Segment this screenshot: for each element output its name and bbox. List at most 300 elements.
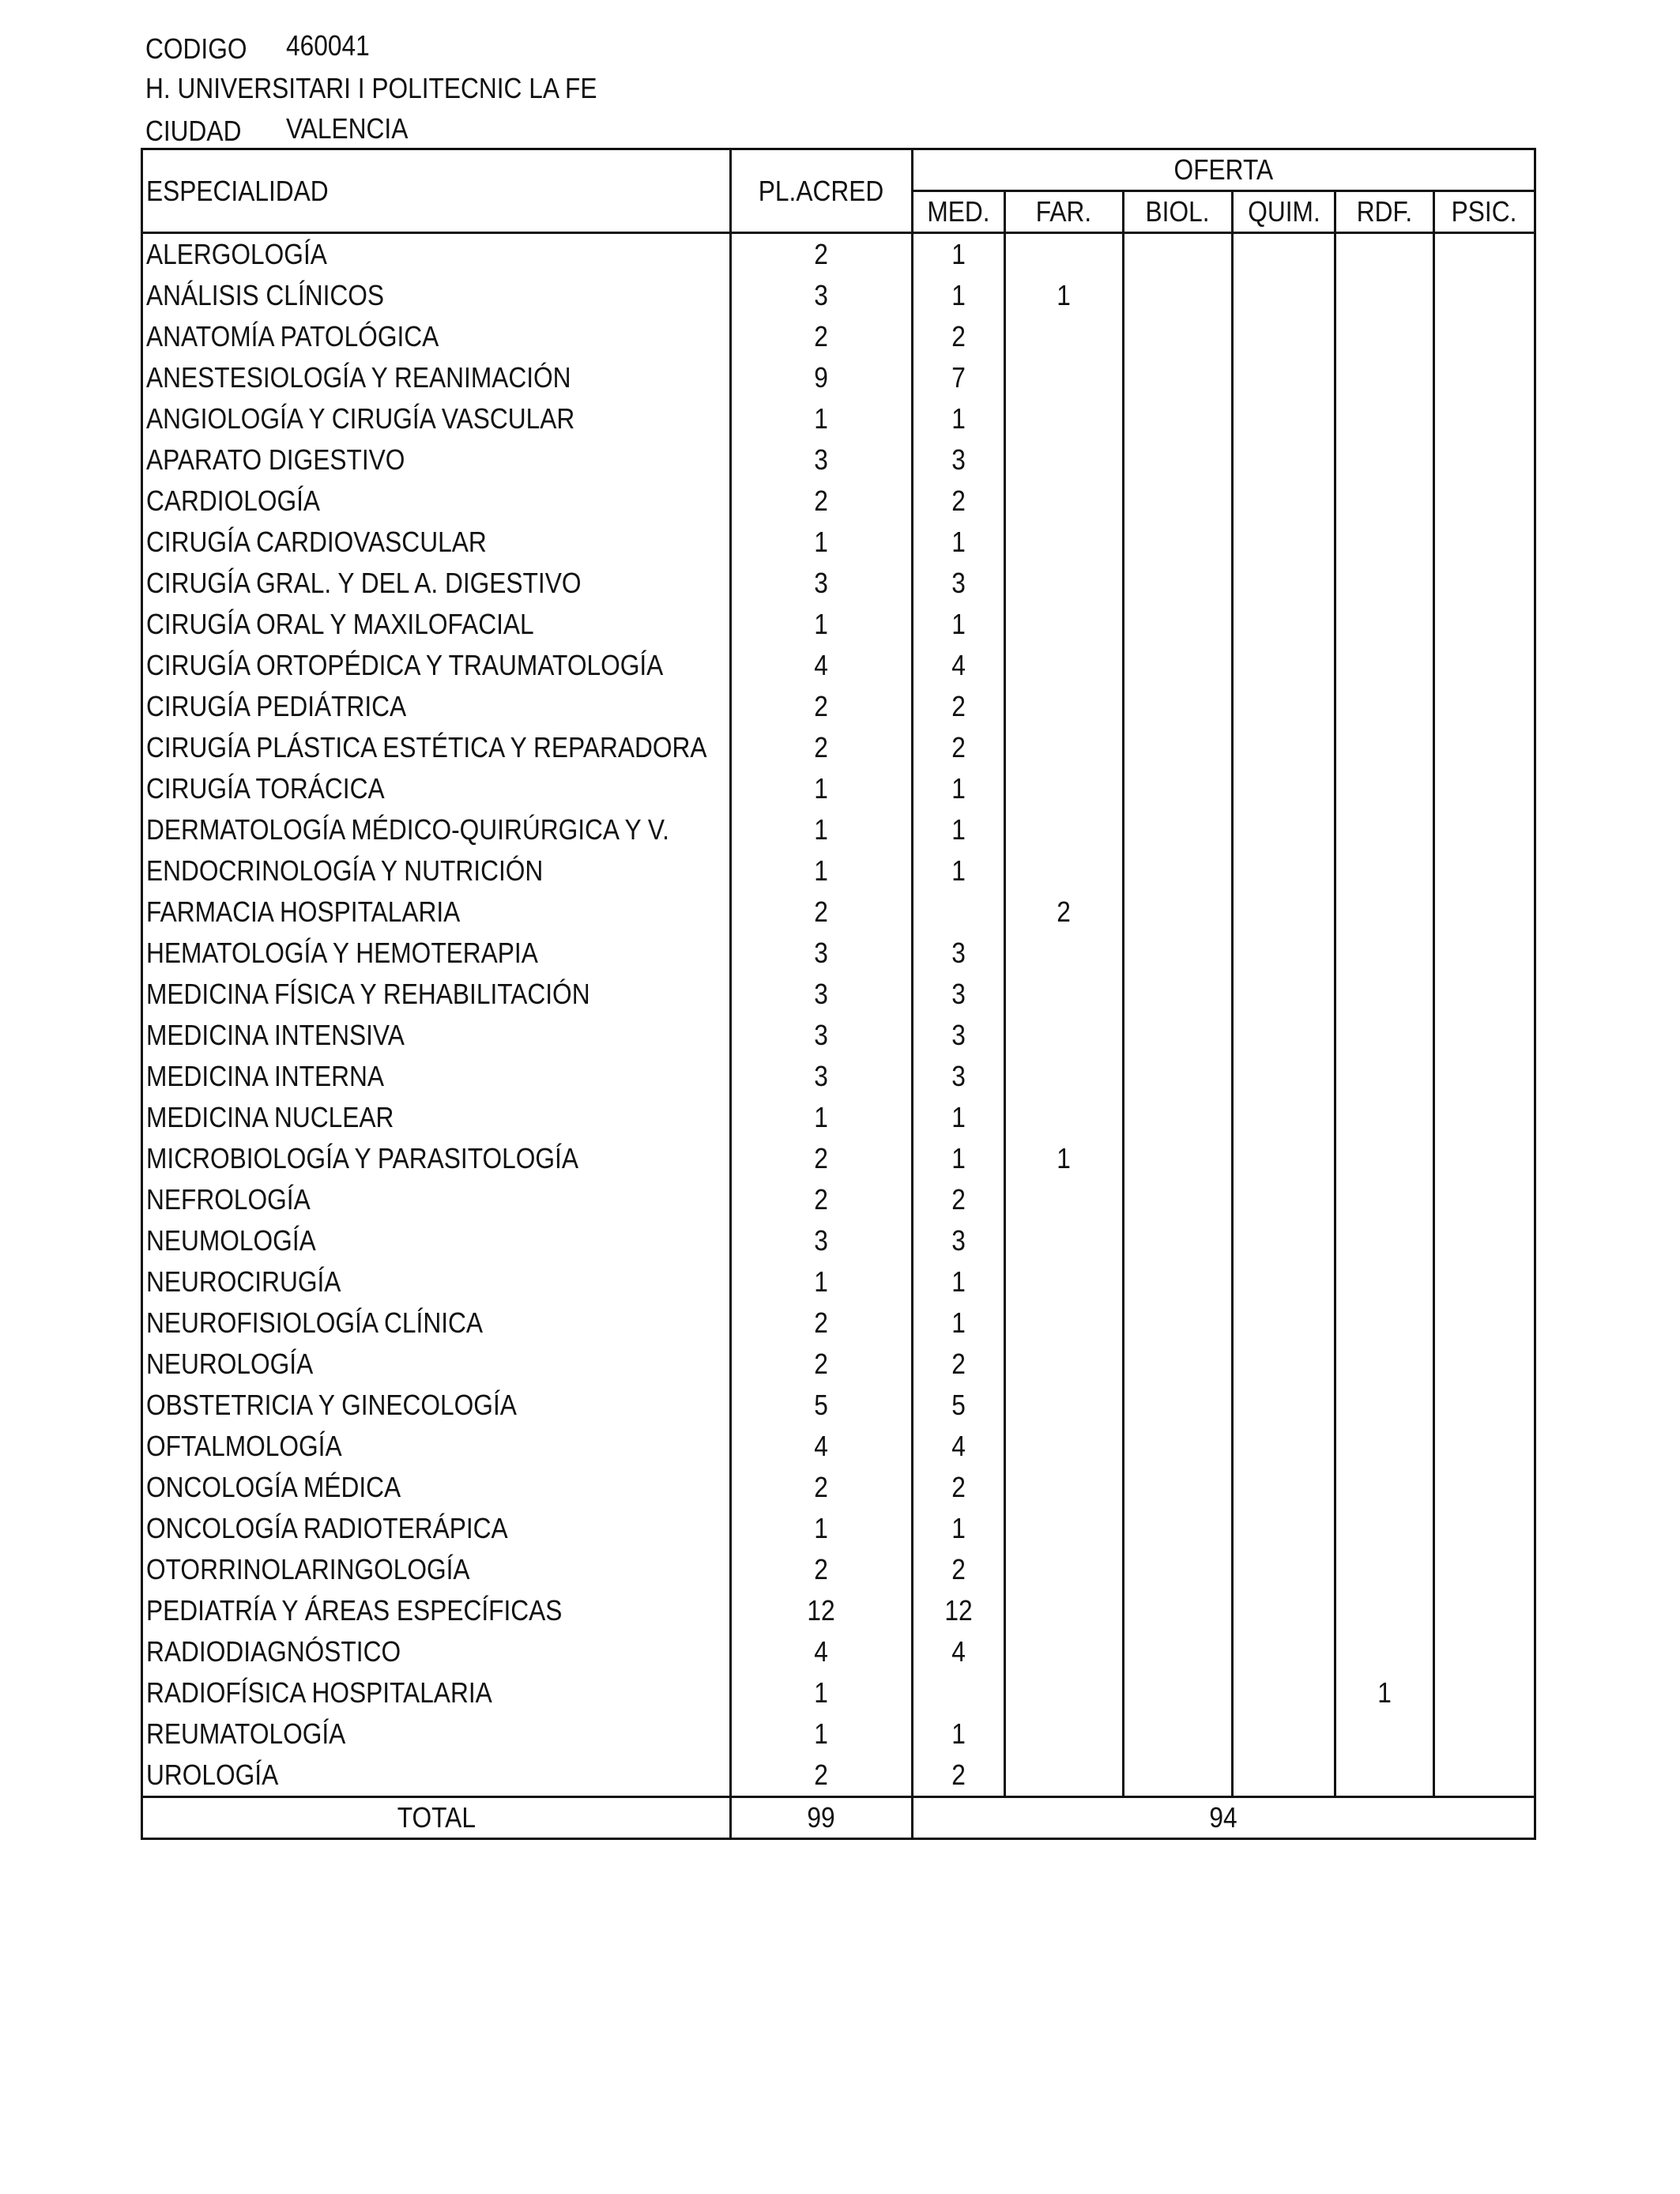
especialidad-cell: CIRUGÍA GRAL. Y DEL A. DIGESTIVO	[142, 563, 731, 604]
far-cell	[1005, 974, 1124, 1015]
table-row	[142, 686, 1535, 727]
med-cell: 2	[913, 481, 1005, 522]
table-row	[142, 1056, 1535, 1097]
table-row	[142, 645, 1535, 686]
far-cell	[1005, 1056, 1124, 1097]
table-row	[142, 1179, 1535, 1220]
ciudad-value: VALENCIA	[286, 112, 409, 145]
table-row	[142, 1755, 1535, 1797]
pl-cell: 2	[731, 1755, 913, 1797]
biol-cell	[1124, 1344, 1233, 1385]
table-row	[142, 1220, 1535, 1261]
quim-cell	[1233, 604, 1335, 645]
quim-cell	[1233, 974, 1335, 1015]
especialidad-cell: CIRUGÍA CARDIOVASCULAR	[142, 522, 731, 563]
med-cell: 1	[913, 233, 1005, 276]
med-cell: 4	[913, 1631, 1005, 1672]
med-cell: 1	[913, 604, 1005, 645]
especialidad-cell: MEDICINA FÍSICA Y REHABILITACIÓN	[142, 974, 731, 1015]
far-cell	[1005, 481, 1124, 522]
biol-cell	[1124, 1631, 1233, 1672]
med-cell: 1	[913, 1261, 1005, 1302]
far-cell	[1005, 645, 1124, 686]
far-cell	[1005, 1220, 1124, 1261]
especialidad-cell: ANÁLISIS CLÍNICOS	[142, 275, 731, 316]
header-rdf: RDF.	[1335, 191, 1434, 233]
biol-cell	[1124, 439, 1233, 481]
med-cell: 1	[913, 850, 1005, 892]
far-cell: 1	[1005, 1138, 1124, 1179]
psic-cell	[1434, 809, 1535, 850]
far-cell	[1005, 1015, 1124, 1056]
far-cell	[1005, 1261, 1124, 1302]
psic-cell	[1434, 1549, 1535, 1590]
pl-cell: 2	[731, 1467, 913, 1508]
rdf-cell	[1335, 1344, 1434, 1385]
especialidad-cell: NEUMOLOGÍA	[142, 1220, 731, 1261]
far-cell: 2	[1005, 892, 1124, 933]
med-cell: 2	[913, 727, 1005, 768]
rdf-cell	[1335, 1179, 1434, 1220]
table-row	[142, 1631, 1535, 1672]
med-cell: 3	[913, 974, 1005, 1015]
biol-cell	[1124, 522, 1233, 563]
header-oferta: OFERTA	[913, 149, 1535, 191]
psic-cell	[1434, 316, 1535, 357]
rdf-cell	[1335, 316, 1434, 357]
codigo-value: 460041	[286, 29, 370, 62]
biol-cell	[1124, 1590, 1233, 1631]
especialidad-cell: ANATOMÍA PATOLÓGICA	[142, 316, 731, 357]
especialidad-cell: CIRUGÍA ORAL Y MAXILOFACIAL	[142, 604, 731, 645]
biol-cell	[1124, 686, 1233, 727]
far-cell	[1005, 1344, 1124, 1385]
pl-cell: 5	[731, 1385, 913, 1426]
especialidad-cell: ENDOCRINOLOGÍA Y NUTRICIÓN	[142, 850, 731, 892]
table-row	[142, 1015, 1535, 1056]
rdf-cell	[1335, 727, 1434, 768]
table-row	[142, 1508, 1535, 1549]
quim-cell	[1233, 1344, 1335, 1385]
especialidad-cell: MEDICINA INTENSIVA	[142, 1015, 731, 1056]
quim-cell	[1233, 398, 1335, 439]
med-cell: 7	[913, 357, 1005, 398]
far-cell	[1005, 1713, 1124, 1755]
especialidad-cell: MEDICINA NUCLEAR	[142, 1097, 731, 1138]
pl-cell: 3	[731, 439, 913, 481]
table-row	[142, 809, 1535, 850]
med-cell: 2	[913, 1344, 1005, 1385]
far-cell	[1005, 768, 1124, 809]
hospital-name: H. UNIVERSITARI I POLITECNIC LA FE	[145, 72, 597, 104]
rdf-cell	[1335, 974, 1434, 1015]
med-cell: 1	[913, 398, 1005, 439]
quim-cell	[1233, 1138, 1335, 1179]
rdf-cell	[1335, 563, 1434, 604]
rdf-cell	[1335, 686, 1434, 727]
especialidad-cell: APARATO DIGESTIVO	[142, 439, 731, 481]
biol-cell	[1124, 1672, 1233, 1713]
rdf-cell	[1335, 1426, 1434, 1467]
rdf-cell	[1335, 604, 1434, 645]
psic-cell	[1434, 522, 1535, 563]
table-row	[142, 275, 1535, 316]
quim-cell	[1233, 768, 1335, 809]
quim-cell	[1233, 892, 1335, 933]
psic-cell	[1434, 604, 1535, 645]
biol-cell	[1124, 1138, 1233, 1179]
med-cell: 2	[913, 316, 1005, 357]
med-cell: 1	[913, 275, 1005, 316]
quim-cell	[1233, 1097, 1335, 1138]
med-cell: 12	[913, 1590, 1005, 1631]
far-cell	[1005, 1590, 1124, 1631]
quim-cell	[1233, 809, 1335, 850]
far-cell: 1	[1005, 275, 1124, 316]
rdf-cell	[1335, 398, 1434, 439]
table-row	[142, 522, 1535, 563]
far-cell	[1005, 809, 1124, 850]
biol-cell	[1124, 1220, 1233, 1261]
quim-cell	[1233, 563, 1335, 604]
far-cell	[1005, 1467, 1124, 1508]
pl-cell: 1	[731, 1508, 913, 1549]
biol-cell	[1124, 1508, 1233, 1549]
pl-cell: 2	[731, 233, 913, 276]
quim-cell	[1233, 1302, 1335, 1344]
especialidad-cell: NEUROCIRUGÍA	[142, 1261, 731, 1302]
biol-cell	[1124, 275, 1233, 316]
biol-cell	[1124, 1056, 1233, 1097]
rdf-cell	[1335, 1385, 1434, 1426]
quim-cell	[1233, 439, 1335, 481]
psic-cell	[1434, 398, 1535, 439]
biol-cell	[1124, 563, 1233, 604]
especialidad-cell: ONCOLOGÍA RADIOTERÁPICA	[142, 1508, 731, 1549]
rdf-cell	[1335, 1467, 1434, 1508]
pl-cell: 1	[731, 768, 913, 809]
quim-cell	[1233, 1590, 1335, 1631]
table-row	[142, 850, 1535, 892]
biol-cell	[1124, 398, 1233, 439]
psic-cell	[1434, 1097, 1535, 1138]
pl-cell: 3	[731, 275, 913, 316]
especialidad-cell: CIRUGÍA PEDIÁTRICA	[142, 686, 731, 727]
total-oferta: 94	[913, 1797, 1535, 1839]
quim-cell	[1233, 1631, 1335, 1672]
far-cell	[1005, 1549, 1124, 1590]
pl-cell: 1	[731, 604, 913, 645]
table-row	[142, 604, 1535, 645]
pl-cell: 4	[731, 1631, 913, 1672]
table-row	[142, 933, 1535, 974]
psic-cell	[1434, 233, 1535, 276]
table-row	[142, 398, 1535, 439]
med-cell: 2	[913, 1549, 1005, 1590]
rdf-cell	[1335, 1220, 1434, 1261]
table-row	[142, 1590, 1535, 1631]
codigo-label: CODIGO	[145, 32, 247, 65]
med-cell: 1	[913, 1097, 1005, 1138]
table-row	[142, 1302, 1535, 1344]
especialidad-cell: CIRUGÍA ORTOPÉDICA Y TRAUMATOLOGÍA	[142, 645, 731, 686]
psic-cell	[1434, 974, 1535, 1015]
header-far: FAR.	[1005, 191, 1124, 233]
biol-cell	[1124, 1097, 1233, 1138]
biol-cell	[1124, 1015, 1233, 1056]
table-row	[142, 357, 1535, 398]
rdf-cell	[1335, 1261, 1434, 1302]
pl-cell: 1	[731, 1672, 913, 1713]
especialidad-cell: HEMATOLOGÍA Y HEMOTERAPIA	[142, 933, 731, 974]
pl-cell: 1	[731, 1261, 913, 1302]
biol-cell	[1124, 1467, 1233, 1508]
psic-cell	[1434, 1467, 1535, 1508]
especialidad-cell: CIRUGÍA TORÁCICA	[142, 768, 731, 809]
pl-cell: 2	[731, 1302, 913, 1344]
table-row	[142, 1426, 1535, 1467]
rdf-cell	[1335, 233, 1434, 276]
pl-cell: 2	[731, 1138, 913, 1179]
psic-cell	[1434, 933, 1535, 974]
far-cell	[1005, 686, 1124, 727]
med-cell: 1	[913, 1138, 1005, 1179]
far-cell	[1005, 439, 1124, 481]
rdf-cell	[1335, 1631, 1434, 1672]
biol-cell	[1124, 604, 1233, 645]
pl-cell: 1	[731, 1713, 913, 1755]
med-cell: 2	[913, 1467, 1005, 1508]
table-row	[142, 316, 1535, 357]
med-cell: 2	[913, 1755, 1005, 1797]
quim-cell	[1233, 1713, 1335, 1755]
especialidad-cell: MICROBIOLOGÍA Y PARASITOLOGÍA	[142, 1138, 731, 1179]
pl-cell: 9	[731, 357, 913, 398]
quim-cell	[1233, 1261, 1335, 1302]
pl-cell: 1	[731, 1097, 913, 1138]
quim-cell	[1233, 686, 1335, 727]
quim-cell	[1233, 1426, 1335, 1467]
pl-cell: 3	[731, 933, 913, 974]
pl-cell: 2	[731, 481, 913, 522]
biol-cell	[1124, 768, 1233, 809]
med-cell: 3	[913, 1220, 1005, 1261]
pl-cell: 2	[731, 316, 913, 357]
psic-cell	[1434, 357, 1535, 398]
especialidad-cell: NEUROFISIOLOGÍA CLÍNICA	[142, 1302, 731, 1344]
quim-cell	[1233, 1549, 1335, 1590]
quim-cell	[1233, 316, 1335, 357]
especialidad-cell: DERMATOLOGÍA MÉDICO-QUIRÚRGICA Y V.	[142, 809, 731, 850]
table-row	[142, 233, 1535, 276]
psic-cell	[1434, 1631, 1535, 1672]
quim-cell	[1233, 275, 1335, 316]
med-cell: 4	[913, 1426, 1005, 1467]
med-cell	[913, 892, 1005, 933]
med-cell: 3	[913, 563, 1005, 604]
far-cell	[1005, 1508, 1124, 1549]
rdf-cell	[1335, 1302, 1434, 1344]
psic-cell	[1434, 1138, 1535, 1179]
especialidad-cell: ANGIOLOGÍA Y CIRUGÍA VASCULAR	[142, 398, 731, 439]
quim-cell	[1233, 1385, 1335, 1426]
quim-cell	[1233, 645, 1335, 686]
header-psic: PSIC.	[1434, 191, 1535, 233]
biol-cell	[1124, 809, 1233, 850]
quim-cell	[1233, 850, 1335, 892]
psic-cell	[1434, 727, 1535, 768]
psic-cell	[1434, 1179, 1535, 1220]
med-cell: 1	[913, 522, 1005, 563]
psic-cell	[1434, 1261, 1535, 1302]
med-cell	[913, 1672, 1005, 1713]
table-row	[142, 974, 1535, 1015]
total-placred: 99	[731, 1797, 913, 1839]
rdf-cell	[1335, 1755, 1434, 1797]
far-cell	[1005, 1426, 1124, 1467]
rdf-cell	[1335, 1097, 1434, 1138]
biol-cell	[1124, 974, 1233, 1015]
far-cell	[1005, 357, 1124, 398]
quim-cell	[1233, 357, 1335, 398]
pl-cell: 2	[731, 686, 913, 727]
especialidad-cell: PEDIATRÍA Y ÁREAS ESPECÍFICAS	[142, 1590, 731, 1631]
quim-cell	[1233, 1508, 1335, 1549]
quim-cell	[1233, 1672, 1335, 1713]
especialidad-cell: CIRUGÍA PLÁSTICA ESTÉTICA Y REPARADORA	[142, 727, 731, 768]
table-row	[142, 1138, 1535, 1179]
biol-cell	[1124, 1713, 1233, 1755]
pl-cell: 3	[731, 1220, 913, 1261]
rdf-cell	[1335, 1015, 1434, 1056]
table-row	[142, 563, 1535, 604]
biol-cell	[1124, 1549, 1233, 1590]
quim-cell	[1233, 727, 1335, 768]
table-row	[142, 439, 1535, 481]
biol-cell	[1124, 316, 1233, 357]
pl-cell: 2	[731, 1549, 913, 1590]
pl-cell: 2	[731, 727, 913, 768]
especialidad-cell: MEDICINA INTERNA	[142, 1056, 731, 1097]
far-cell	[1005, 522, 1124, 563]
biol-cell	[1124, 1261, 1233, 1302]
rdf-cell	[1335, 1508, 1434, 1549]
psic-cell	[1434, 439, 1535, 481]
far-cell	[1005, 316, 1124, 357]
rdf-cell	[1335, 522, 1434, 563]
psic-cell	[1434, 1672, 1535, 1713]
far-cell	[1005, 850, 1124, 892]
especialidad-cell: NEFROLOGÍA	[142, 1179, 731, 1220]
quim-cell	[1233, 933, 1335, 974]
far-cell	[1005, 1631, 1124, 1672]
psic-cell	[1434, 892, 1535, 933]
med-cell: 3	[913, 933, 1005, 974]
far-cell	[1005, 727, 1124, 768]
pl-cell: 3	[731, 1056, 913, 1097]
biol-cell	[1124, 933, 1233, 974]
table-row	[142, 1713, 1535, 1755]
rdf-cell	[1335, 275, 1434, 316]
psic-cell	[1434, 1713, 1535, 1755]
pl-cell: 1	[731, 398, 913, 439]
psic-cell	[1434, 481, 1535, 522]
psic-cell	[1434, 1302, 1535, 1344]
rdf-cell	[1335, 1590, 1434, 1631]
med-cell: 3	[913, 439, 1005, 481]
psic-cell	[1434, 1590, 1535, 1631]
rdf-cell	[1335, 892, 1434, 933]
biol-cell	[1124, 892, 1233, 933]
ciudad-label: CIUDAD	[145, 115, 242, 147]
rdf-cell	[1335, 1056, 1434, 1097]
far-cell	[1005, 233, 1124, 276]
pl-cell: 1	[731, 522, 913, 563]
pl-cell: 3	[731, 1015, 913, 1056]
especialidad-cell: OBSTETRICIA Y GINECOLOGÍA	[142, 1385, 731, 1426]
table-row	[142, 1549, 1535, 1590]
far-cell	[1005, 1179, 1124, 1220]
rdf-cell	[1335, 1549, 1434, 1590]
psic-cell	[1434, 850, 1535, 892]
header-placred: PL.ACRED	[731, 149, 913, 233]
med-cell: 2	[913, 686, 1005, 727]
biol-cell	[1124, 233, 1233, 276]
med-cell: 1	[913, 768, 1005, 809]
especialidad-cell: UROLOGÍA	[142, 1755, 731, 1797]
especialidad-cell: RADIOFÍSICA HOSPITALARIA	[142, 1672, 731, 1713]
pl-cell: 2	[731, 1179, 913, 1220]
rdf-cell	[1335, 439, 1434, 481]
especialidad-cell: FARMACIA HOSPITALARIA	[142, 892, 731, 933]
total-label: TOTAL	[142, 1797, 731, 1839]
header-especialidad: ESPECIALIDAD	[142, 149, 731, 233]
med-cell: 1	[913, 1302, 1005, 1344]
table-row	[142, 1097, 1535, 1138]
biol-cell	[1124, 645, 1233, 686]
psic-cell	[1434, 1220, 1535, 1261]
table-row	[142, 1672, 1535, 1713]
far-cell	[1005, 1097, 1124, 1138]
biol-cell	[1124, 1755, 1233, 1797]
psic-cell	[1434, 686, 1535, 727]
especialidad-cell: ONCOLOGÍA MÉDICA	[142, 1467, 731, 1508]
psic-cell	[1434, 1508, 1535, 1549]
rdf-cell	[1335, 850, 1434, 892]
med-cell: 5	[913, 1385, 1005, 1426]
rdf-cell	[1335, 933, 1434, 974]
psic-cell	[1434, 768, 1535, 809]
biol-cell	[1124, 1302, 1233, 1344]
rdf-cell	[1335, 1138, 1434, 1179]
pl-cell: 3	[731, 563, 913, 604]
pl-cell: 3	[731, 974, 913, 1015]
quim-cell	[1233, 1755, 1335, 1797]
med-cell: 1	[913, 1508, 1005, 1549]
pl-cell: 4	[731, 645, 913, 686]
quim-cell	[1233, 1015, 1335, 1056]
psic-cell	[1434, 1426, 1535, 1467]
far-cell	[1005, 1385, 1124, 1426]
table-row	[142, 1261, 1535, 1302]
especialidad-cell: ANESTESIOLOGÍA Y REANIMACIÓN	[142, 357, 731, 398]
biol-cell	[1124, 481, 1233, 522]
quim-cell	[1233, 1467, 1335, 1508]
far-cell	[1005, 933, 1124, 974]
far-cell	[1005, 604, 1124, 645]
quim-cell	[1233, 1220, 1335, 1261]
psic-cell	[1434, 1056, 1535, 1097]
